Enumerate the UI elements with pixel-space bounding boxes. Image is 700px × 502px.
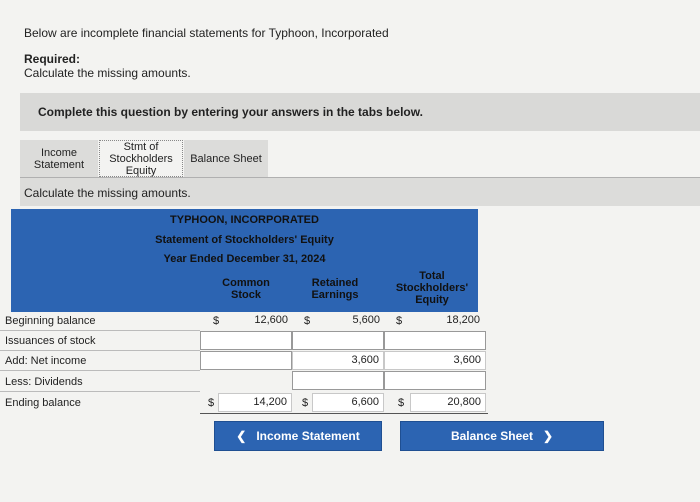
row-label-beginning: Beginning balance — [5, 315, 96, 327]
dividends-retained-input[interactable] — [292, 371, 384, 390]
net-income-total-value: 3,600 — [384, 351, 486, 370]
dividends-total-input[interactable] — [384, 371, 486, 390]
ending-retained-value: 6,600 — [312, 393, 384, 412]
prev-button-label: Income Statement — [256, 429, 360, 443]
beginning-common-value: 12,600 — [254, 314, 288, 326]
chevron-left-icon: ❮ — [236, 429, 247, 443]
net-income-retained-value: 3,600 — [292, 351, 384, 370]
next-button-label: Balance Sheet — [450, 429, 533, 443]
tab-stmt-stockholders-equity[interactable] — [99, 140, 183, 177]
issuances-total-input[interactable] — [384, 331, 486, 350]
col-common-stock: Common Stock — [222, 277, 270, 301]
issuances-retained-input[interactable] — [292, 331, 384, 350]
row-label-ending: Ending balance — [5, 397, 81, 409]
double-underline — [200, 413, 488, 414]
tab-income-statement[interactable] — [20, 140, 98, 177]
tab-strip — [20, 140, 700, 178]
row-divider — [0, 370, 200, 371]
currency-symbol: $ — [208, 397, 215, 409]
beginning-retained-value: 5,600 — [352, 314, 380, 326]
ending-total-value: 20,800 — [410, 393, 486, 412]
tab-balance-sheet[interactable] — [184, 140, 268, 177]
currency-symbol: $ — [213, 315, 220, 327]
currency-symbol: $ — [398, 397, 405, 409]
problem-intro: Below are incomplete financial statements for Typhoon, Incorporated — [24, 26, 389, 40]
tab-instruction: Calculate the missing amounts. — [24, 186, 191, 200]
beginning-total-value: 18,200 — [446, 314, 480, 326]
row-divider — [0, 391, 200, 392]
required-text: Calculate the missing amounts. — [24, 66, 191, 80]
row-divider — [0, 330, 200, 331]
col-retained-earnings: Retained Earnings — [311, 277, 359, 301]
tab-stmt-label: Stmt of Stockholders Equity — [109, 140, 173, 177]
tab-balance-sheet-label: Balance Sheet — [190, 152, 262, 165]
tab-income-statement-label: Income Statement — [33, 146, 85, 171]
column-headers — [11, 270, 478, 312]
instruction-bar: Complete this question by entering your answers in the tabs below. — [20, 93, 700, 131]
col-total-equity: Total Stockholders' Equity — [395, 270, 469, 306]
currency-symbol: $ — [302, 397, 309, 409]
ending-common-value: 14,200 — [218, 393, 292, 412]
statement-period: Year Ended December 31, 2024 — [163, 253, 326, 265]
issuances-common-input[interactable] — [200, 331, 292, 350]
statement-header — [11, 209, 478, 270]
required-heading: Required: — [24, 52, 81, 66]
next-balance-sheet-button[interactable] — [400, 421, 604, 451]
statement-title: Statement of Stockholders' Equity — [155, 234, 334, 246]
chevron-right-icon: ❯ — [542, 429, 554, 443]
currency-symbol: $ — [304, 315, 311, 327]
currency-symbol: $ — [396, 315, 403, 327]
row-label-net-income: Add: Net income — [5, 355, 87, 367]
company-name: TYPHOON, INCORPORATED — [170, 214, 319, 226]
row-label-dividends: Less: Dividends — [5, 376, 83, 388]
row-divider — [0, 350, 200, 351]
net-income-common-input[interactable] — [200, 351, 292, 370]
row-label-issuances: Issuances of stock — [5, 335, 96, 347]
prev-income-statement-button[interactable] — [214, 421, 382, 451]
